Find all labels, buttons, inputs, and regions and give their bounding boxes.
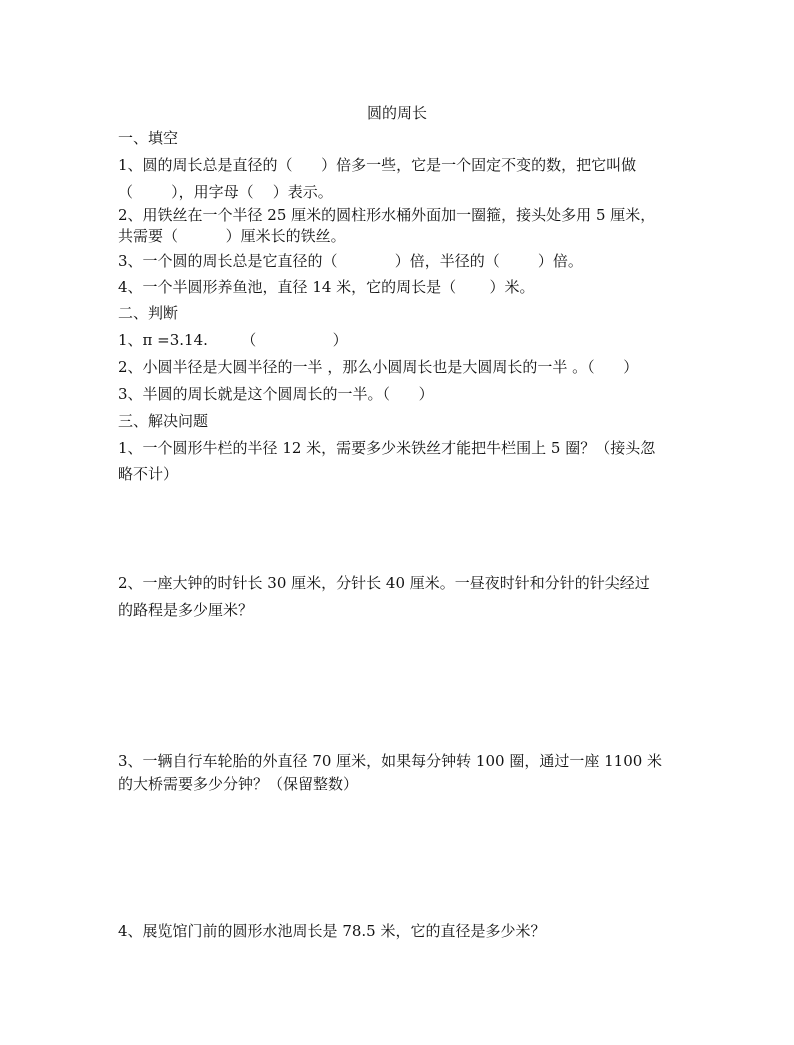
fill-blank-q2-line1: 2、用铁丝在一个半径 25 厘米的圆柱形水桶外面加一圈箍，接头处多用 5 厘米， [118, 206, 656, 224]
fill-blank-q1-line1: 1、圆的周长总是直径的（ ）倍多一些，它是一个固定不变的数，把它叫做 [118, 156, 637, 174]
fill-blank-q2-line2: 共需要（ ）厘米长的铁丝。 [118, 227, 346, 245]
fill-blank-q1-line2: （ ），用字母（ ）表示。 [118, 183, 333, 201]
section-heading-judge: 二、判断 [118, 304, 179, 322]
judge-q3: 3、半圆的周长就是这个圆周长的一半。（ ） [118, 385, 434, 403]
page-title: 圆的周长 [366, 104, 427, 122]
section-heading-solve: 三、解决问题 [118, 412, 209, 430]
fill-blank-q3: 3、一个圆的周长总是它直径的（ ）倍，半径的（ ）倍。 [118, 252, 583, 270]
solve-q3-line2: 的大桥需要多少分钟？（保留整数） [118, 775, 359, 793]
solve-q2-line2: 的路程是多少厘米？ [118, 601, 254, 619]
judge-q1: 1、π =3.14. （ ） [118, 331, 348, 349]
solve-q2-line1: 2、一座大钟的时针长 30 厘米，分针长 40 厘米。一昼夜时针和分针的针尖经过 [118, 574, 650, 592]
solve-q1-line2: 略不计） [118, 465, 179, 483]
section-heading-fill-blank: 一、填空 [118, 129, 179, 147]
solve-q1-line1: 1、一个圆形牛栏的半径 12 米，需要多少米铁丝才能把牛栏围上 5 圈？（接头忽 [118, 439, 656, 457]
judge-q2: 2、小圆半径是大圆半径的一半 ，那么小圆周长也是大圆周长的一半 。（ ） [118, 358, 639, 376]
solve-q3-line1: 3、一辆自行车轮胎的外直径 70 厘米，如果每分钟转 100 圈，通过一座 1100 米 [118, 752, 663, 770]
solve-q4: 4、展览馆门前的圆形水池周长是 78.5 米，它的直径是多少米？ [118, 922, 546, 940]
fill-blank-q4: 4、一个半圆形养鱼池，直径 14 米，它的周长是（ ）米。 [118, 278, 535, 296]
